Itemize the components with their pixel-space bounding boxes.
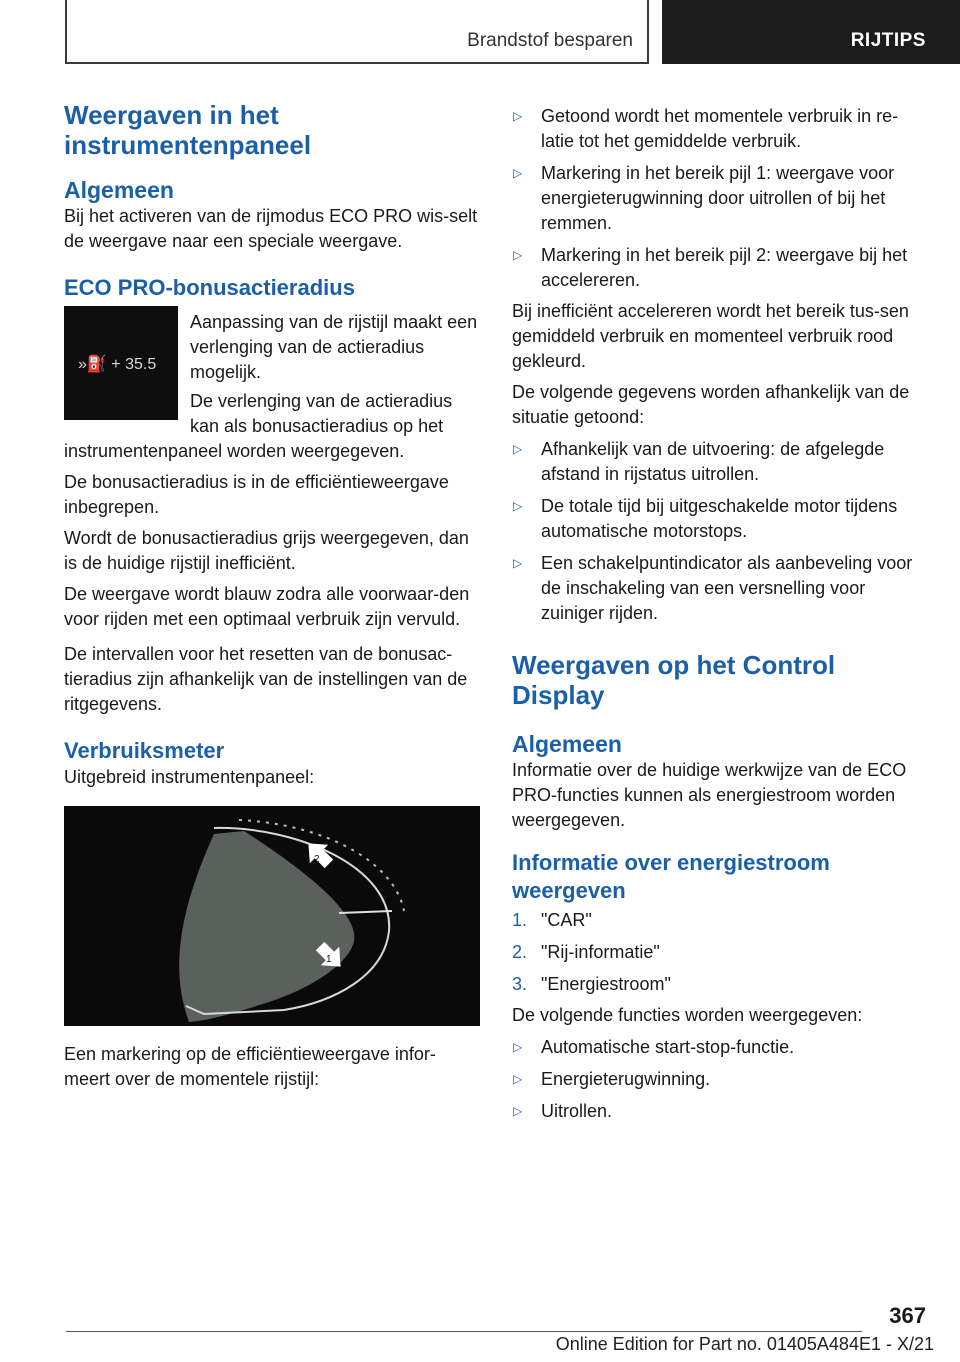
paragraph-meter-1: Uitgebreid instrumentenpaneel: [64,767,315,787]
triangle-bullet-icon: ▷ [513,166,523,180]
heading-general-left: Algemeen [64,177,174,203]
list-item: ▷ Energieterugwinning. [512,1067,930,1092]
list-item: ▷ De totale tijd bij uitgeschakelde motor tijdens automatische motorstops. [513,496,898,541]
triangle-bullet-icon: ▷ [513,1072,523,1086]
list-item: 2. "Rij-informatie" [512,942,660,962]
bonus-range-value: + 35.5 [111,356,157,373]
list-item: ▷ Een schakelpuntindicator als aanbeveling voor de inschakeling van een versnelling voor zuiniger rijden. [513,553,913,623]
bonus-range-readout [78,354,156,374]
footer-edition: Online Edition for Part no. 01405A484E1 - X/21 [555,1334,934,1354]
header-section-box [65,0,649,64]
list-item: ▷ Automatische start-stop-functie. [512,1035,930,1060]
paragraph-functions-shown: De volgende functies worden weergegeven: [512,1005,863,1025]
heading-general-right: Algemeen [512,731,622,757]
list-item: ▷ Uitrollen. [512,1099,930,1124]
heading-instrument-displays: Weergaven in het instrumentenpaneel [64,100,312,160]
efficiency-gauge-image [64,806,480,1026]
paragraph-bonus-1: Aanpassing van de rijstijl maakt een verlenging van de actieradius mogelijk. [190,312,478,382]
heading-bonus-range: ECO PRO-bonusactieradius [64,275,355,300]
list-item: ▷ Getoond wordt het momentele verbruik in re-latie tot het gemiddelde verbruik. [513,106,899,151]
left-column [64,100,480,1092]
paragraph-bonus-3: De bonusactieradius is in de efficiëntieweergave inbegrepen. [64,472,449,517]
paragraph-meter-2: Een markering op de efficiëntieweergave infor-meert over de momentele rijstijl: [64,1044,436,1089]
header-section-title: Brandstof besparen [467,30,633,51]
arrow-1-label: 1 [326,954,332,965]
paragraph-bonus-5: De weergave wordt blauw zodra alle voorwaar-den voor rijden met een optimaal verbruik zijn vervuld. [64,584,470,629]
triangle-bullet-icon: ▷ [513,499,523,513]
list-item: ▷ Markering in het bereik pijl 2: weergave bij het accelereren. [513,245,908,290]
heading-control-display: Weergaven op het Control Display [512,650,836,710]
list-item: ▷ Markering in het bereik pijl 1: weergave voor energieterugwinning door uitrollen of bij het remmen. [513,163,895,233]
paragraph-general-right: Informatie over de huidige werkwijze van de ECO PRO-functies kunnen als energiestroom worden weergegeven. [512,760,907,830]
footer-divider [66,1331,862,1332]
fuel-arrows-icon: »⛽ [78,356,107,373]
paragraph-inefficient: Bij inefficiënt accelereren wordt het bereik tus-sen gemiddeld verbruik en momenteel verbruik rood gekleurd. [512,301,909,371]
triangle-bullet-icon: ▷ [513,556,523,570]
triangle-bullet-icon: ▷ [513,1040,523,1054]
bonus-range-image [64,306,178,420]
list-situation-data [512,437,930,626]
header-chapter-tab [662,0,960,64]
heading-energy-flow: Informatie over energiestroom weergeven [512,850,830,903]
list-display-markings [512,104,930,293]
paragraph-following-data: De volgende gegevens worden afhankelijk van de situatie getoond: [512,382,910,427]
paragraph-bonus-4: Wordt de bonusactieradius grijs weergegeven, dan is de huidige rijstijl inefficiënt. [64,528,469,573]
list-item: ▷ Afhankelijk van de uitvoering: de afgelegde afstand in rijstatus uitrollen. [513,439,885,484]
triangle-bullet-icon: ▷ [513,248,523,262]
list-item: 3. "Energiestroom" [512,974,671,994]
triangle-bullet-icon: ▷ [513,1104,523,1118]
paragraph-bonus-2: De verlenging van de actieradius kan als bonusactieradius op het instrumentenpaneel worden weergegeven. [64,391,453,461]
arrow-2-label: 2 [314,854,320,865]
triangle-bullet-icon: ▷ [513,109,523,123]
paragraph-bonus-6: De intervallen voor het resetten van de bonusac-tieradius zijn afhankelijk van de instellingen van de ritgegevens. [64,644,468,714]
header-chapter-title: RIJTIPS [850,30,926,51]
paragraph-general-left: Bij het activeren van de rijmodus ECO PRO wis-selt de weergave naar een speciale weergave. [64,206,478,251]
page-number: 367 [889,1303,926,1328]
list-item: 1. "CAR" [512,910,592,930]
list-functions [512,1035,930,1124]
heading-consumption-meter: Verbruiksmeter [64,738,225,763]
triangle-bullet-icon: ▷ [513,442,523,456]
right-column [512,100,930,1124]
list-steps [512,908,930,997]
